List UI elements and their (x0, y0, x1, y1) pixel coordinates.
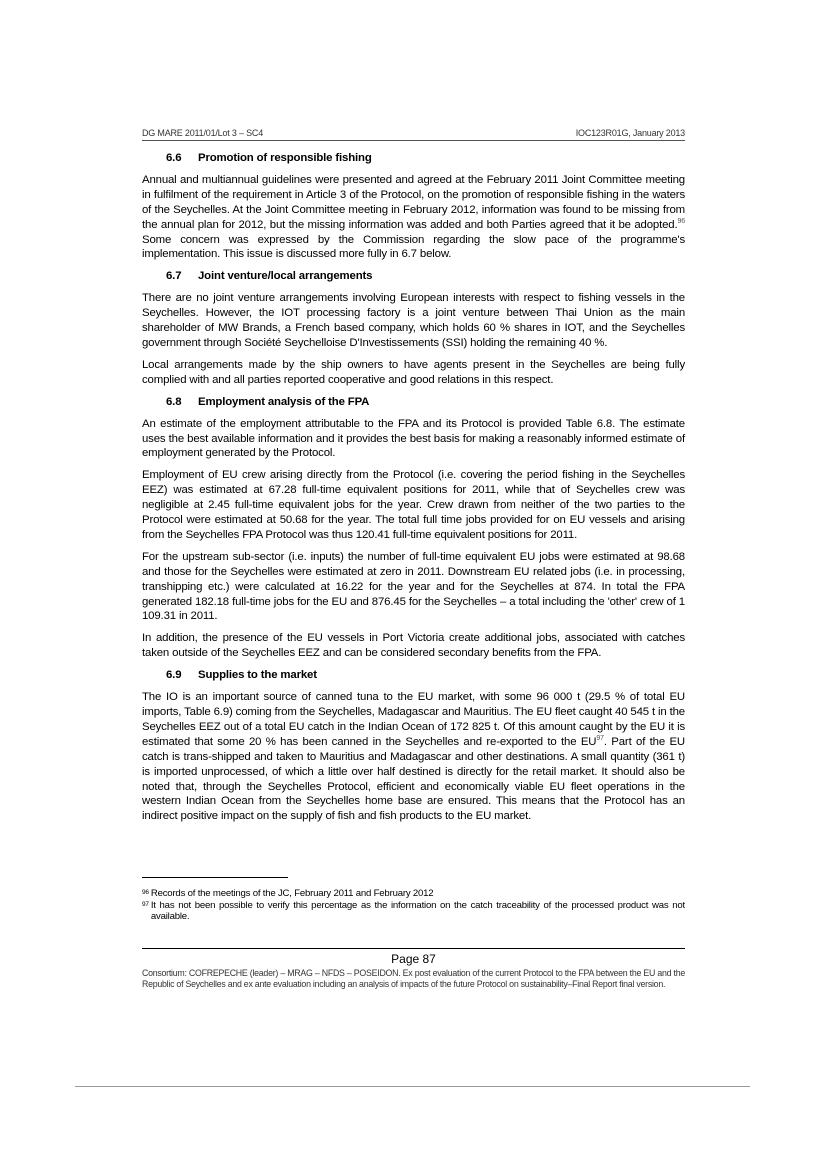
section-number: 6.7 (166, 270, 182, 283)
paragraph: Annual and multiannual guidelines were presented and agreed at the February 2011 Joint Committee meeting in fulfilment of the requirement in Article 3 of the Protocol, on the promotion of responsible fishing in the waters of the Seychelles. At the Joint Committee meeting in February 2012, information was found to be missing from the annual plan for 2012, but the missing information was added and both Parties agreed that it be adopted.$^{96}$ Some concern was expressed by the Commission regarding the slow pace of the programme's implementation. This issue is discussed more fully in 6.7 below. (142, 173, 685, 261)
footnote-mark: 97 (142, 900, 149, 908)
page-number: Page 87 (391, 952, 436, 966)
section-title: Employment analysis of the FPA (198, 395, 370, 408)
footnotes (142, 888, 685, 923)
footnote (142, 888, 685, 900)
section-title: Joint venture/local arrangements (198, 270, 373, 283)
section-number: 6.8 (166, 395, 182, 408)
section-heading (166, 668, 685, 683)
footnote-mark: 96 (142, 889, 149, 896)
paragraph: An estimate of the employment attributable to the FPA and its Protocol is provided Table 6.8. The estimate uses the best available information and it provides the best basis for making a reasonably informed estimate of employment generated by the Protocol. (142, 417, 685, 460)
footnote-ref[interactable]: 96 (677, 217, 685, 225)
footer-rule (142, 948, 685, 949)
paragraph: Employment of EU crew arising directly from the Protocol (i.e. covering the period fishing in the Seychelles EEZ) was estimated at 67.28 full-time equivalent positions for 2011, while that of Seychelles crew was negligible at 2.45 full-time equivalent jobs for the year. Crew drawn from neither of the two parties to the Protocol were estimated at 50.68 for the year. The total full time jobs provided for on EU vessels and arising from the Seychelles FPA Protocol was thus 120.41 full-time equivalent positions for 2011. (142, 469, 685, 541)
section-heading (166, 395, 685, 410)
footnote (142, 900, 685, 923)
footnote-text: It has not been possible to verify this percentage as the information on the catch traceability of the processed product was not available. (150, 899, 685, 922)
footnote-separator (142, 877, 288, 878)
paragraph: For the upstream sub-sector (i.e. inputs) the number of full-time equivalent EU jobs were estimated at 98.68 and those for the Seychelles were estimated at zero in 2011. Downstream EU related jobs (i.e. in processing, transhipping etc.) were calculated at 16.22 for the year and for the Seychelles at 874. In total the FPA generated 182.18 full-time jobs for the EU and 876.45 for the Seychelles – a total including the 'other' crew of 1 109.31 in 2011. (142, 550, 685, 623)
body-content (142, 151, 685, 831)
footnote-ref[interactable]: 97 (596, 735, 604, 743)
paragraph: Local arrangements made by the ship owners to have agents present in the Seychelles are being fully complied with and all parties reported cooperative and good relations in this respect. (142, 358, 685, 386)
section-heading (166, 151, 685, 166)
footnote-text: Records of the meetings of the JC, February 2011 and February 2012 (150, 888, 434, 899)
paragraph: There are no joint venture arrangements involving European interests with respect to fishing vessels in the Seychelles. However, the IOT processing factory is a joint venture between Thai Union as the main shareholder of MW Brands, a French based company, which holds 60 % shares in IOT, and the Seychelles government through Société Seychelloise D'Investissements (SSI) holding the remaining 40 %. (142, 292, 685, 349)
header-right: IOC123R01G, January 2013 (575, 128, 685, 138)
section-title: Promotion of responsible fishing (198, 152, 372, 164)
paragraph: The IO is an important source of canned tuna to the EU market, with some 96 000 t (29.5 % of total EU imports, Table 6.9) coming from the Seychelles, Madagascar and Mauritius. The EU fleet caught 40 545 t in the Seychelles EEZ out of a total EU catch in the Indian Ocean of 172 825 t. Of this amount caught by the EU it is estimated that some 20 % has been canned in the Seychelles and re-exported to the EU$^{97}$. Part of the EU catch is trans-shipped and taken to Mauritius and Madagascar and other destinations. A small quantity (361 t) is imported unprocessed, of which a little over half destined is directly for the retail market. It should also be noted that, through the Seychelles Protocol, efficient and economically viable EU fleet operations in the western Indian Ocean from the Seychelles home base are ensured. This means that the Protocol has an indirect positive impact on the supply of fish and fish products to the EU market. (142, 691, 685, 823)
paragraph: In addition, the presence of the EU vessels in Port Victoria create additional jobs, associated with catches taken outside of the Seychelles EEZ and can be considered secondary benefits from the FPA. (142, 632, 685, 660)
footer-consortium-text: Consortium: COFREPECHE (leader) – MRAG – NFDS – POSEIDON. Ex post evaluation of the current Protocol to the FPA between the EU and the Republic of Seychelles and ex ante evaluation including an analysis of impacts of the future Protocol on sustainability–Final Report final version. (142, 968, 685, 989)
page-bottom-divider (75, 1086, 750, 1087)
section-title: Supplies to the market (198, 669, 317, 682)
section-heading (166, 269, 685, 284)
section-number: 6.6 (166, 152, 182, 164)
header-left: DG MARE 2011/01/Lot 3 – SC4 (142, 128, 263, 138)
section-number: 6.9 (166, 669, 182, 682)
running-header (142, 128, 685, 141)
